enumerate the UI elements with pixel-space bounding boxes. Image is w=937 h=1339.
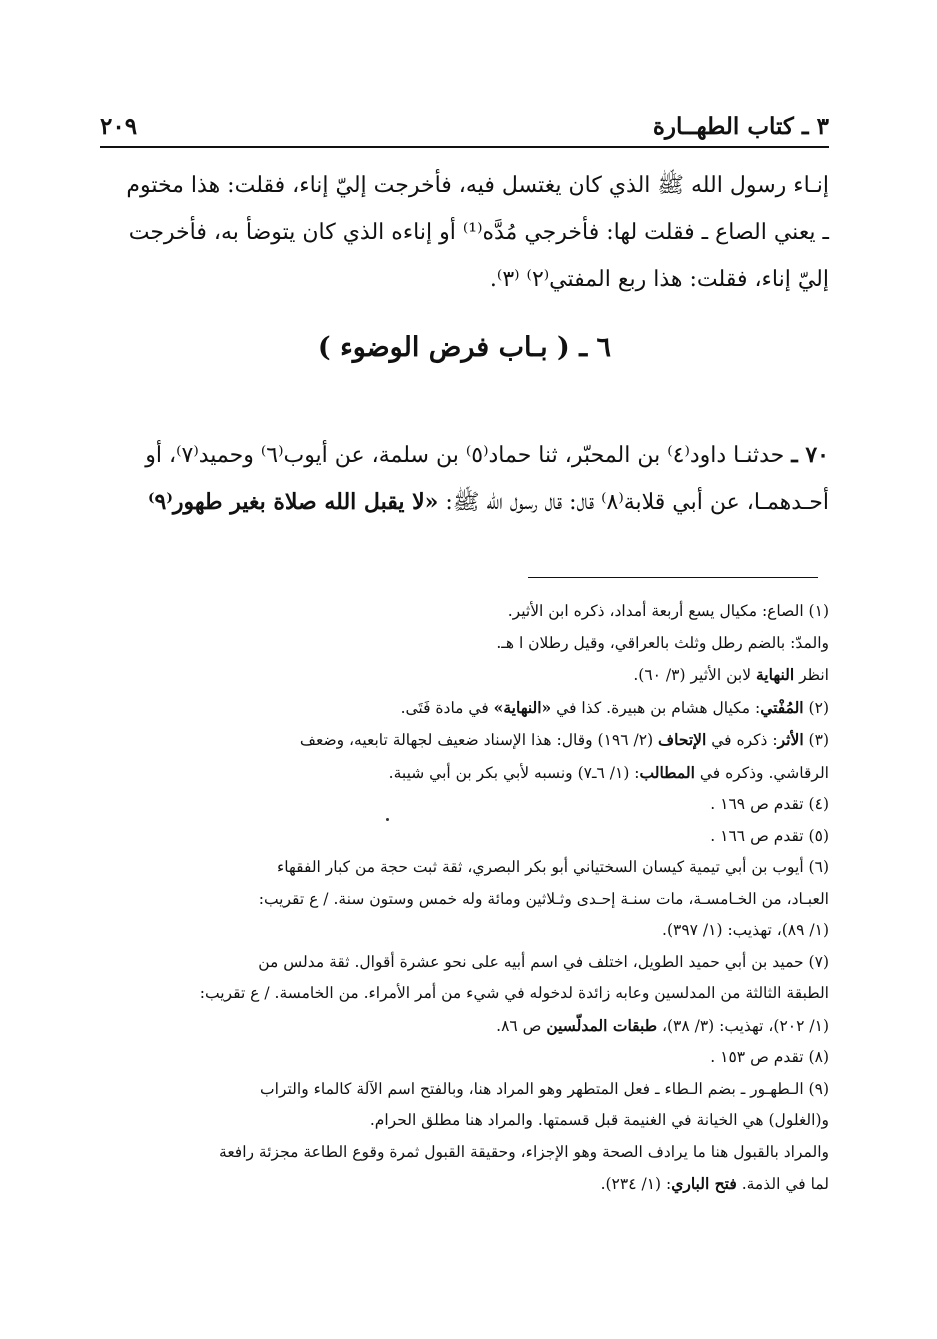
- hadith-block: [100, 432, 829, 526]
- footnote-text: ص ٨٦.: [496, 1016, 547, 1035]
- footnote-line: (١/ ٨٩)، تهذيب: (١/ ٣٩٧).: [662, 921, 829, 939]
- hadith-line: [100, 432, 829, 479]
- footnotes: [100, 596, 829, 1201]
- footnote-text: (٢): [803, 698, 829, 717]
- footnote-source: طبقات المدلّسين: [546, 1015, 658, 1035]
- footnote-line: العبـاد، من الخـامسـة، مات سنـة إحـدى وثـلاثين ومائة وله خمس وستون سنة. / ع تقريب:: [258, 889, 829, 908]
- footnote-text: (٢/ ١٩٦) وقال: هذا الإسناد ضعيف لجهالة تابعيه، وضعف: [299, 731, 659, 749]
- footnote-source: «النهاية»: [493, 697, 552, 717]
- footnote-term: الأثر: [777, 730, 804, 749]
- hadith-text: حدثنـا داود⁽٤⁾ بن المحبّر، ثنا حماد⁽٥⁾ بن سلمة، عن أيوب⁽٦⁾ وحميد⁽٧⁾، أو: [145, 443, 785, 468]
- footnote-source: فتح الباري: [671, 1174, 737, 1193]
- footnote-line: (١) الصاع: مكيال يسع أربعة أمداد، ذكره ابن الأثير.: [507, 602, 829, 620]
- text-line: ـ يعني الصاع ـ فقلت لها: فأخرجي مُدَّه⁽¹⁾ أو إناءه الذي كان يتوضأ به، فأخرجت: [128, 220, 829, 245]
- hadith-line: [100, 479, 829, 526]
- footnote-line: (٧) حميد بن أبي حميد الطويل، اختلف في اسم أبيه على نحو عشرة أقوال. ثقة مدلس من: [258, 952, 829, 971]
- running-header: [100, 100, 829, 140]
- footnote-line: و(الغلول) هي الخيانة في الغنيمة قبل قسمتها. والمراد هنا مطلق الحرام.: [369, 1111, 829, 1129]
- footnote-line: (٩) الـطهـور ـ بضم الـطاء ـ فعل المتطهر وهو المراد هنا، وبالفتح اسم الآلة كالماء والتراب: [260, 1079, 829, 1098]
- hadith-number: ٧٠ ـ: [791, 442, 829, 468]
- chapter-title: ٣ ـ كتاب الطهــارة: [652, 113, 829, 140]
- footnote-text: (١/ ٢٠٢)، تهذيب: (٣/ ٣٨)،: [657, 1016, 829, 1035]
- footnote-line: (٤) تقدم ص ١٦٩ .: [710, 795, 829, 813]
- footnote-separator: [528, 577, 818, 578]
- footnote-text: : مكيال هشام بن هبيرة. كذا في: [551, 698, 761, 717]
- footnote-text: (٣): [803, 731, 829, 749]
- text-line: إنـاء رسول الله ﷺ الذي كان يغتسل فيه، فأخرجت إليّ إناء، فقلت: هذا مختوم: [126, 173, 829, 198]
- footnote-source: النهاية: [755, 665, 795, 684]
- footnote-line: (٨) تقدم ص ١٥٣ .: [710, 1048, 829, 1066]
- footnote-line: [100, 659, 829, 692]
- footnote-text: الرقاشي. وذكره في: [694, 763, 829, 782]
- hadith-quote: «لا يقبل الله صلاة بغير طهور⁽٩⁾: [147, 489, 439, 515]
- footnote-text: لما في الذمة.: [736, 1175, 829, 1193]
- footnote-line: (٥) تقدم ص ١٦٦ .: [710, 826, 829, 845]
- footnote-text: لابن الأثير (٣/ ٦٠).: [633, 666, 756, 684]
- hadith-text: أحـدهمـا، عن أبي قلابة⁽٨⁾ قال: قال رسول الله ﷺ:: [438, 490, 829, 515]
- footnote-text: : (١/ ٢٣٤).: [600, 1175, 672, 1193]
- footnote-line: [100, 724, 829, 757]
- footnote-line: [100, 757, 829, 790]
- footnote-line: (٦) أيوب بن أبي تيمية كيسان السختياني أبو بكر البصري، ثقة ثبت حجة من كبار الفقهاء: [276, 858, 829, 876]
- text-line: إليّ إناء، فقلت: هذا ربع المفتي⁽٢⁾ ⁽٣⁾.: [489, 267, 829, 292]
- footnote-line: [100, 692, 829, 725]
- footnote-text: : (١/ ٦ـ٧) ونسبه لأبي بكر بن أبي شيبة.: [388, 763, 640, 782]
- footnote-term: المُفْتي: [760, 697, 804, 717]
- header-rule: [100, 146, 829, 148]
- footnote-line: الطبقة الثالثة من المدلسين وعابه زائدة لدخوله في شيء من أمر الأمراء. من الخامسة. / ع تقريب:: [199, 984, 829, 1002]
- section-heading: ٦ ـ ( بـاب فرض الوضوء ): [317, 332, 612, 363]
- footnote-line: والمدّ: بالضم رطل وثلث بالعراقي، وقيل رطلان ا هـ.: [496, 633, 829, 652]
- footnote-source: المطالب: [639, 762, 695, 782]
- footnote-line: [100, 1168, 829, 1201]
- footnote-source: الإتحاف: [658, 730, 707, 749]
- footnote-text: : ذكره في: [706, 731, 778, 749]
- footnote-line: [100, 1010, 829, 1043]
- page-number: ٢٠٩: [100, 113, 138, 140]
- footnote-line: والمراد بالقبول هنا ما يرادف الصحة وهو الإجزاء، وحقيقة القبول ثمرة وقوع الطاعة مجزئة رافعة: [219, 1142, 829, 1161]
- continuation-text: [100, 162, 829, 303]
- footnote-text: انظر: [794, 666, 829, 684]
- print-speck: [386, 818, 389, 821]
- footnote-text: في مادة فَتَى.: [400, 698, 494, 717]
